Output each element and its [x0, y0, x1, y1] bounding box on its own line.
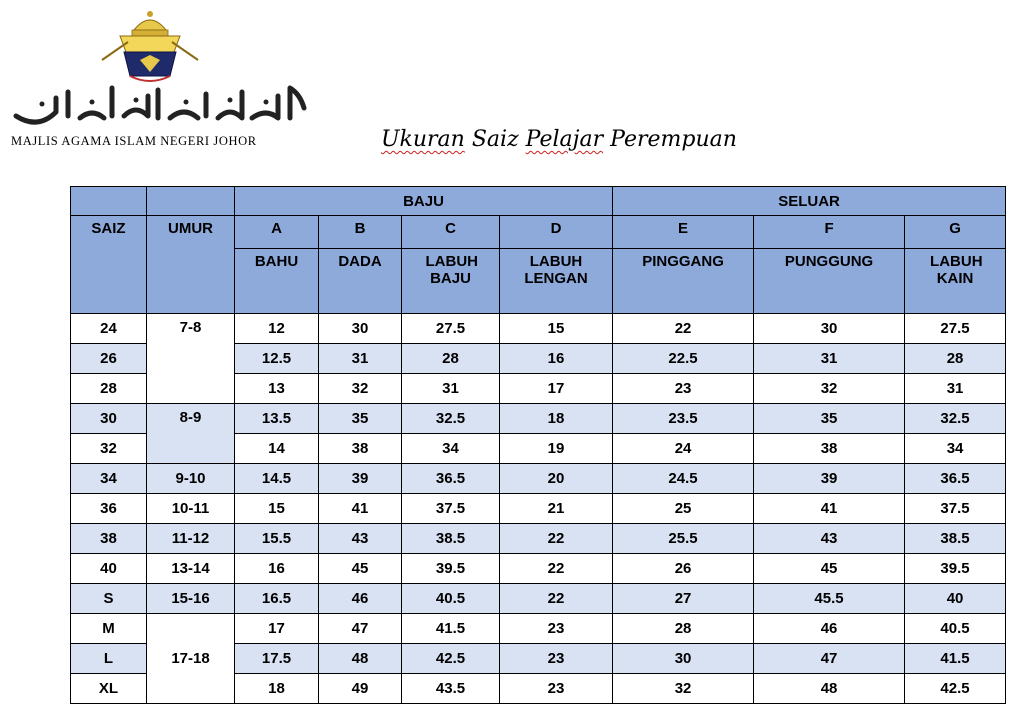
- cell-saiz: 38: [71, 524, 147, 554]
- cell-umur: 10-11: [147, 494, 235, 524]
- cell-g: 41.5: [905, 644, 1006, 674]
- cell-c: 27.5: [402, 314, 500, 344]
- cell-b: 43: [319, 524, 402, 554]
- header-umur: UMUR: [147, 216, 235, 314]
- header-letter-e: E: [613, 216, 754, 249]
- cell-g: 28: [905, 344, 1006, 374]
- table-row: [71, 464, 1006, 494]
- cell-saiz: 24: [71, 314, 147, 344]
- cell-b: 49: [319, 674, 402, 704]
- header-saiz: SAIZ: [71, 216, 147, 314]
- cell-e: 28: [613, 614, 754, 644]
- cell-f: 35: [754, 404, 905, 434]
- title-word-3: Pelajar: [525, 127, 604, 152]
- cell-saiz: L: [71, 644, 147, 674]
- cell-c: 34: [402, 434, 500, 464]
- header-punggung: PUNGGUNG: [754, 249, 905, 314]
- cell-g: 36.5: [905, 464, 1006, 494]
- cell-d: 22: [500, 584, 613, 614]
- cell-d: 18: [500, 404, 613, 434]
- cell-a: 12: [235, 314, 319, 344]
- table-row: [71, 494, 1006, 524]
- cell-e: 25.5: [613, 524, 754, 554]
- cell-f: 39: [754, 464, 905, 494]
- cell-d: 16: [500, 344, 613, 374]
- cell-b: 39: [319, 464, 402, 494]
- cell-saiz: 40: [71, 554, 147, 584]
- header-letter-a: A: [235, 216, 319, 249]
- cell-umur: 15-16: [147, 584, 235, 614]
- size-table: [70, 186, 1006, 704]
- cell-saiz: 32: [71, 434, 147, 464]
- cell-d: 17: [500, 374, 613, 404]
- cell-a: 15.5: [235, 524, 319, 554]
- cell-d: 22: [500, 554, 613, 584]
- table-row: [71, 314, 1006, 344]
- cell-saiz: XL: [71, 674, 147, 704]
- cell-f: 45: [754, 554, 905, 584]
- cell-g: 31: [905, 374, 1006, 404]
- cell-f: 48: [754, 674, 905, 704]
- table-row: [71, 404, 1006, 434]
- cell-e: 26: [613, 554, 754, 584]
- header-group-baju: BAJU: [235, 187, 613, 216]
- cell-b: 46: [319, 584, 402, 614]
- header-pinggang: PINGGANG: [613, 249, 754, 314]
- cell-c: 37.5: [402, 494, 500, 524]
- cell-umur: 13-14: [147, 554, 235, 584]
- cell-b: 32: [319, 374, 402, 404]
- cell-g: 32.5: [905, 404, 1006, 434]
- cell-b: 31: [319, 344, 402, 374]
- header-labuh-lengan: LABUH LENGAN: [500, 249, 613, 314]
- cell-e: 27: [613, 584, 754, 614]
- header-dada: DADA: [319, 249, 402, 314]
- cell-e: 24.5: [613, 464, 754, 494]
- cell-c: 36.5: [402, 464, 500, 494]
- cell-b: 35: [319, 404, 402, 434]
- header-labuh-kain: LABUH KAIN: [905, 249, 1006, 314]
- table-row: [71, 584, 1006, 614]
- cell-f: 41: [754, 494, 905, 524]
- cell-saiz: M: [71, 614, 147, 644]
- cell-g: 34: [905, 434, 1006, 464]
- cell-umur: 11-12: [147, 524, 235, 554]
- cell-d: 15: [500, 314, 613, 344]
- cell-saiz: 26: [71, 344, 147, 374]
- cell-saiz: 28: [71, 374, 147, 404]
- cell-c: 40.5: [402, 584, 500, 614]
- cell-a: 15: [235, 494, 319, 524]
- cell-a: 16.5: [235, 584, 319, 614]
- cell-e: 22: [613, 314, 754, 344]
- cell-d: 23: [500, 674, 613, 704]
- table-row: [71, 554, 1006, 584]
- cell-e: 24: [613, 434, 754, 464]
- state-crown-crest-icon: [8, 8, 308, 133]
- cell-saiz: 30: [71, 404, 147, 434]
- cell-f: 31: [754, 344, 905, 374]
- cell-a: 13: [235, 374, 319, 404]
- cell-d: 20: [500, 464, 613, 494]
- cell-d: 22: [500, 524, 613, 554]
- page-title: [381, 127, 737, 152]
- cell-a: 12.5: [235, 344, 319, 374]
- cell-c: 41.5: [402, 614, 500, 644]
- cell-g: 42.5: [905, 674, 1006, 704]
- cell-g: 37.5: [905, 494, 1006, 524]
- cell-a: 16: [235, 554, 319, 584]
- cell-c: 28: [402, 344, 500, 374]
- cell-saiz: S: [71, 584, 147, 614]
- cell-g: 27.5: [905, 314, 1006, 344]
- cell-b: 48: [319, 644, 402, 674]
- title-word-2: Saiz: [471, 127, 519, 152]
- cell-c: 31: [402, 374, 500, 404]
- cell-b: 41: [319, 494, 402, 524]
- cell-c: 39.5: [402, 554, 500, 584]
- cell-f: 32: [754, 374, 905, 404]
- cell-a: 14.5: [235, 464, 319, 494]
- cell-saiz: 34: [71, 464, 147, 494]
- cell-d: 19: [500, 434, 613, 464]
- cell-g: 38.5: [905, 524, 1006, 554]
- header-letter-d: D: [500, 216, 613, 249]
- cell-g: 39.5: [905, 554, 1006, 584]
- header-labuh-baju: LABUH BAJU: [402, 249, 500, 314]
- cell-b: 47: [319, 614, 402, 644]
- header-letter-b: B: [319, 216, 402, 249]
- logo-caption: MAJLIS AGAMA ISLAM NEGERI JOHOR: [11, 134, 257, 148]
- cell-c: 43.5: [402, 674, 500, 704]
- cell-f: 43: [754, 524, 905, 554]
- cell-g: 40.5: [905, 614, 1006, 644]
- cell-d: 21: [500, 494, 613, 524]
- cell-b: 38: [319, 434, 402, 464]
- cell-f: 47: [754, 644, 905, 674]
- table-row: [71, 524, 1006, 554]
- cell-a: 17: [235, 614, 319, 644]
- cell-g: 40: [905, 584, 1006, 614]
- cell-a: 13.5: [235, 404, 319, 434]
- cell-f: 30: [754, 314, 905, 344]
- header-letter-g: G: [905, 216, 1006, 249]
- cell-umur: 8-9: [147, 404, 235, 464]
- cell-c: 32.5: [402, 404, 500, 434]
- cell-a: 18: [235, 674, 319, 704]
- title-word-4: Perempuan: [610, 127, 737, 152]
- header-letter-f: F: [754, 216, 905, 249]
- header-group-seluar: SELUAR: [613, 187, 1006, 216]
- cell-d: 23: [500, 644, 613, 674]
- cell-b: 45: [319, 554, 402, 584]
- cell-f: 38: [754, 434, 905, 464]
- header-blank-umur: [147, 187, 235, 216]
- cell-e: 32: [613, 674, 754, 704]
- cell-a: 14: [235, 434, 319, 464]
- cell-b: 30: [319, 314, 402, 344]
- cell-umur: 17-18: [147, 614, 235, 704]
- cell-d: 23: [500, 614, 613, 644]
- cell-c: 38.5: [402, 524, 500, 554]
- cell-umur: 7-8: [147, 314, 235, 404]
- cell-e: 30: [613, 644, 754, 674]
- header-bahu: BAHU: [235, 249, 319, 314]
- cell-e: 22.5: [613, 344, 754, 374]
- title-word-1: Ukuran: [381, 127, 465, 152]
- cell-umur: 9-10: [147, 464, 235, 494]
- cell-f: 46: [754, 614, 905, 644]
- header-letter-c: C: [402, 216, 500, 249]
- header-blank-saiz: [71, 187, 147, 216]
- cell-saiz: 36: [71, 494, 147, 524]
- cell-e: 23: [613, 374, 754, 404]
- cell-e: 25: [613, 494, 754, 524]
- table-row: [71, 614, 1006, 644]
- cell-c: 42.5: [402, 644, 500, 674]
- cell-f: 45.5: [754, 584, 905, 614]
- cell-a: 17.5: [235, 644, 319, 674]
- cell-e: 23.5: [613, 404, 754, 434]
